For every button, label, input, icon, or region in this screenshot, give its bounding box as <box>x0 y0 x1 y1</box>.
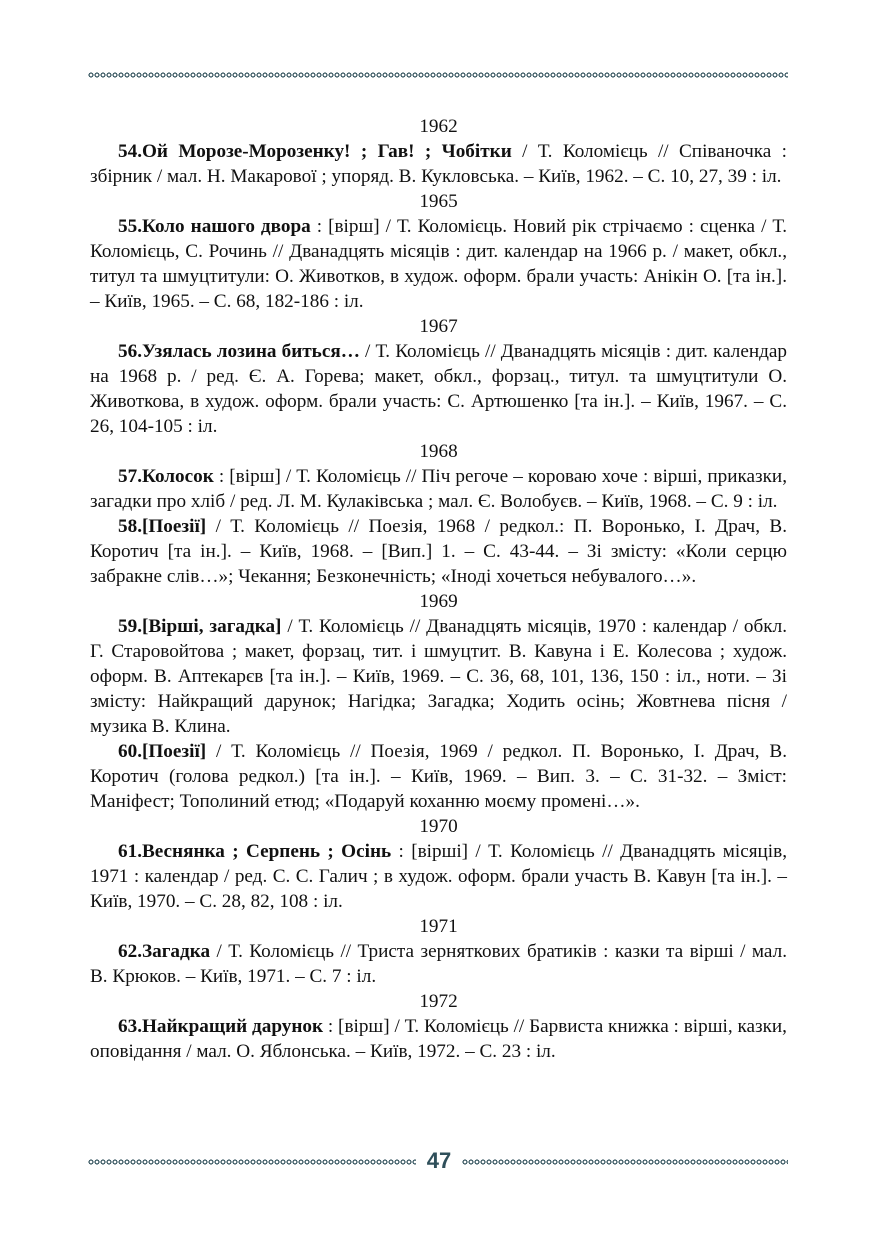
entry-title: 62.Загадка <box>118 941 211 962</box>
bottom-ornament-border-left <box>88 1158 416 1166</box>
entry-details: / Т. Коломієць // Поезія, 1968 / редкол.: П. Воронько, І. Драч, В. Коротич [та ін.]. – Київ, 1968. – [Вип.] 1. – С. 43-44. – Зі змісту: «Коли серцю забракне слів…»; Чекання; Безконечність; «Іноді хочеться небувалого…». <box>90 516 787 587</box>
entry-title: 61.Веснянка ; Серпень ; Осінь <box>118 841 392 862</box>
bottom-ornament-border-right <box>462 1158 788 1166</box>
year-heading: 1969 <box>419 591 458 612</box>
entry-details: : [вірш] / Т. Коломієць. Новий рік стрічаємо : сценка / Т. Коломієць, С. Рочинь // Дванадцять місяців : дит. календар на 1966 р. / макет, обкл., титул та шмуцтитули: О. Животков, в худож. оформ. брали участь: Анікін О. [та ін.]. – Київ, 1965. – С. 68, 182-186 : іл. <box>90 216 787 312</box>
year-heading: 1968 <box>419 441 458 462</box>
year-heading: 1962 <box>419 116 458 137</box>
entry-details: : [вірш] / Т. Коломієць // Барвиста книжка : вірші, казки, оповідання / мал. О. Яблонська. – Київ, 1972. – С. 23 : іл. <box>90 1016 787 1062</box>
year-heading: 1965 <box>419 191 458 212</box>
entry-details: / Т. Коломієць // Дванадцять місяців : дит. календар на 1968 р. / ред. Є. А. Горева; макет, обкл., форзац., титул. та шмуцтитули О. Животкова, в худож. оформ. брали участь: С. Артюшенко [та ін.]. – Київ, 1967. – С. 26, 104-105 : іл. <box>90 341 787 437</box>
bibliography-entry <box>90 139 787 189</box>
entry-title: 56.Узялась лозина биться… <box>118 341 360 362</box>
bibliography-entry <box>90 339 787 439</box>
entry-title: 57.Колосок <box>118 466 214 487</box>
entry-details: : [вірш] / Т. Коломієць // Піч регоче – короваю хоче : вірші, приказки, загадки про хліб / ред. Л. М. Кулаківська ; мал. Є. Волобуєв. – Київ, 1968. – С. 9 : іл. <box>90 466 787 512</box>
bibliography-entry <box>90 939 787 989</box>
entry-title: 59.[Вірші, загадка] <box>118 616 282 637</box>
bibliography-entry <box>90 464 787 514</box>
year-heading: 1972 <box>419 991 458 1012</box>
entry-title: 63.Найкращий дарунок <box>118 1016 324 1037</box>
entry-title: 58.[Поезії] <box>118 516 207 537</box>
entry-title: 55.Коло нашого двора <box>118 216 311 237</box>
bibliography-entry <box>90 214 787 314</box>
entry-title: 54.Ой Морозе-Морозенку! ; Гав! ; Чобітки <box>118 141 512 162</box>
bibliography-list <box>90 114 787 1064</box>
entry-details: : [вірші] / Т. Коломієць // Дванадцять місяців, 1971 : календар / ред. С. С. Галич ; в худож. оформ. брали участь В. Кавун [та ін.]. – Київ, 1970. – С. 28, 82, 108 : іл. <box>90 841 787 912</box>
entry-details: / Т. Коломієць // Дванадцять місяців, 1970 : календар / обкл. Г. Старовойтова ; макет, форзац, тит. і шмуцтит. В. Кавуна і Е. Колесова ; худож. оформ. В. Аптекарєв [та ін.]. – Київ, 1969. – С. 36, 68, 101, 136, 150 : іл., ноти. – Зі змісту: Найкращий дарунок; Нагідка; Загадка; Ходить осінь; Жовтнева пісня / музика В. Клина. <box>90 616 787 737</box>
year-heading: 1971 <box>419 916 458 937</box>
top-ornament-border <box>88 71 788 79</box>
year-heading: 1967 <box>419 316 458 337</box>
bibliography-entry <box>90 514 787 589</box>
entry-title: 60.[Поезії] <box>118 741 207 762</box>
entry-details: / Т. Коломієць // Співаночка : збірник / мал. Н. Макарової ; упоряд. В. Кукловська. – Київ, 1962. – С. 10, 27, 39 : іл. <box>90 141 788 187</box>
bibliography-entry <box>90 1014 787 1064</box>
page-number: 47 <box>426 1148 452 1173</box>
entry-details: / Т. Коломієць // Триста зерняткових братиків : казки та вірші / мал. В. Крюков. – Київ, 1971. – С. 7 : іл. <box>90 941 787 987</box>
bibliography-entry <box>90 839 787 914</box>
year-heading: 1970 <box>419 816 458 837</box>
entry-details: / Т. Коломієць // Поезія, 1969 / редкол. П. Воронько, І. Драч, В. Коротич (голова редкол.) [та ін.]. – Київ, 1969. – Вип. 3. – С. 31-32. – Зміст: Маніфест; Тополиний етюд; «Подаруй коханню моєму промені…». <box>90 741 787 812</box>
bibliography-entry <box>90 739 787 814</box>
bibliography-entry <box>90 614 787 739</box>
